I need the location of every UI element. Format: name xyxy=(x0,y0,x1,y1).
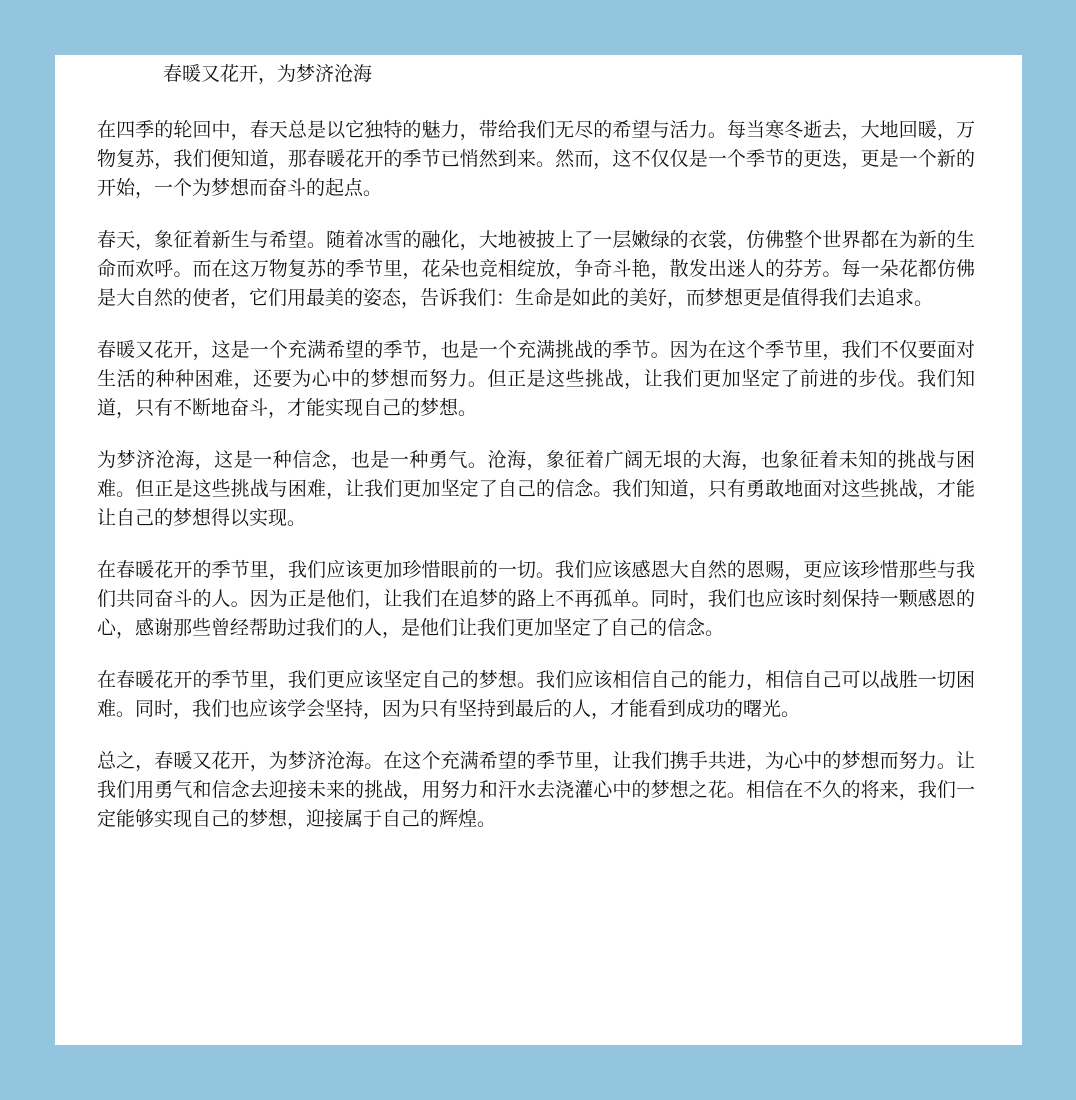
paragraph-3: 春暖又花开，这是一个充满希望的季节，也是一个充满挑战的季节。因为在这个季节里，我们不仅要面对生活的种种困难，还要为心中的梦想而努力。但正是这些挑战，让我们更加坚定了前进的步伐。我们知道，只有不断地奋斗，才能实现自己的梦想。 xyxy=(97,339,975,419)
paragraph-1: 在四季的轮回中，春天总是以它独特的魅力，带给我们无尽的希望与活力。每当寒冬逝去，大地回暖，万物复苏，我们便知道，那春暖花开的季节已悄然到来。然而，这不仅仅是一个季节的更迭，更是一个新的开始，一个为梦想而奋斗的起点。 xyxy=(97,119,975,199)
paragraph-5: 在春暖花开的季节里，我们应该更加珍惜眼前的一切。我们应该感恩大自然的恩赐，更应该珍惜那些与我们共同奋斗的人。因为正是他们，让我们在追梦的路上不再孤单。同时，我们也应该时刻保持一颗感恩的心，感谢那些曾经帮助过我们的人，是他们让我们更加坚定了自己的信念。 xyxy=(97,559,975,639)
document-body xyxy=(97,116,975,857)
paragraph-7: 总之，春暖又花开，为梦济沧海。在这个充满希望的季节里，让我们携手共进，为心中的梦想而努力。让我们用勇气和信念去迎接未来的挑战，用努力和汗水去浇灌心中的梦想之花。相信在不久的将来，我们一定能够实现自己的梦想，迎接属于自己的辉煌。 xyxy=(97,750,975,830)
paragraph-4: 为梦济沧海，这是一种信念，也是一种勇气。沧海，象征着广阔无垠的大海，也象征着未知的挑战与困难。但正是这些挑战与困难，让我们更加坚定了自己的信念。我们知道，只有勇敢地面对这些挑战，才能让自己的梦想得以实现。 xyxy=(97,449,975,529)
paragraph-2: 春天，象征着新生与希望。随着冰雪的融化，大地被披上了一层嫩绿的衣裳，仿佛整个世界都在为新的生命而欢呼。而在这万物复苏的季节里，花朵也竞相绽放，争奇斗艳，散发出迷人的芬芳。每一朵花都仿佛是大自然的使者，它们用最美的姿态，告诉我们：生命是如此的美好，而梦想更是值得我们去追求。 xyxy=(97,229,975,309)
paragraph-6: 在春暖花开的季节里，我们更应该坚定自己的梦想。我们应该相信自己的能力，相信自己可以战胜一切困难。同时，我们也应该学会坚持，因为只有坚持到最后的人，才能看到成功的曙光。 xyxy=(97,669,975,720)
document-title: 春暖又花开，为梦济沧海 xyxy=(163,63,373,85)
document-page xyxy=(55,55,1022,1045)
